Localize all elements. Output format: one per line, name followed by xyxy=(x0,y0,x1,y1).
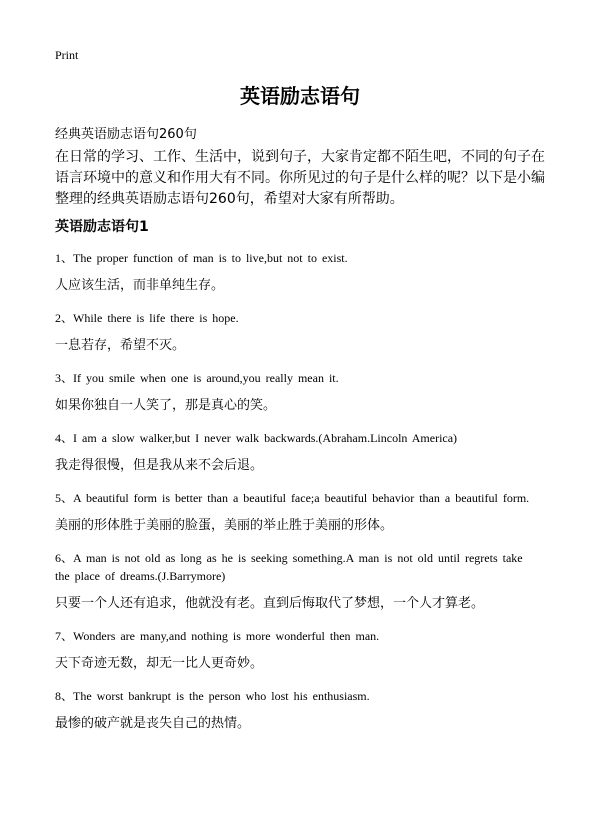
quote-english: 5、A beautiful form is better than a beautiful face;a beautiful behavior than a beautiful form. xyxy=(55,491,530,505)
quote-item xyxy=(55,489,530,535)
quote-chinese: 美丽的形体胜于美丽的脸蛋，美丽的举止胜于美丽的形体。 xyxy=(55,518,394,533)
quote-item xyxy=(55,687,530,733)
quote-english: 8、The worst bankrupt is the person who lost his enthusiasm. xyxy=(55,689,370,703)
quote-chinese: 如果你独自一人笑了，那是真心的笑。 xyxy=(55,398,277,413)
quote-english: 1、The proper function of man is to live,but not to exist. xyxy=(55,251,348,265)
document-subtitle: 经典英语励志语句260句 xyxy=(55,127,197,142)
quote-chinese: 我走得很慢，但是我从来不会后退。 xyxy=(55,458,264,473)
quote-list xyxy=(55,249,530,747)
quote-chinese: 人应该生活，而非单纯生存。 xyxy=(55,278,225,293)
quote-item xyxy=(55,549,530,613)
quote-english: 3、If you smile when one is around,you really mean it. xyxy=(55,371,339,385)
print-label: Print xyxy=(55,48,79,62)
section-heading: 英语励志语句1 xyxy=(55,219,149,235)
quote-english: 7、Wonders are many,and nothing is more wonderful then man. xyxy=(55,629,380,643)
quote-english: 4、I am a slow walker,but I never walk backwards.(Abraham.Lincoln America) xyxy=(55,431,458,445)
quote-chinese: 最惨的破产就是丧失自己的热情。 xyxy=(55,716,251,731)
quote-item xyxy=(55,627,530,673)
document-title: 英语励志语句 xyxy=(240,84,360,108)
quote-english: 6、A man is not old as long as he is seeking something.A man is not old until regrets take the place of dreams.(J.Barrymore) xyxy=(55,551,523,583)
quote-chinese: 一息若存，希望不灭。 xyxy=(55,338,186,353)
quote-item xyxy=(55,429,530,475)
quote-item xyxy=(55,309,530,355)
quote-item xyxy=(55,249,530,295)
quote-chinese: 只要一个人还有追求，他就没有老。直到后悔取代了梦想，一个人才算老。 xyxy=(55,596,485,611)
quote-chinese: 天下奇迹无数，却无一比人更奇妙。 xyxy=(55,656,264,671)
quote-item xyxy=(55,369,530,415)
quote-english: 2、While there is life there is hope. xyxy=(55,311,239,325)
intro-paragraph: 在日常的学习、工作、生活中，说到句子，大家肯定都不陌生吧，不同的句子在语言环境中的意义和作用大有不同。你所见过的句子是什么样的呢？以下是小编整理的经典英语励志语句260句，希望对大家有所帮助。 xyxy=(55,149,545,207)
